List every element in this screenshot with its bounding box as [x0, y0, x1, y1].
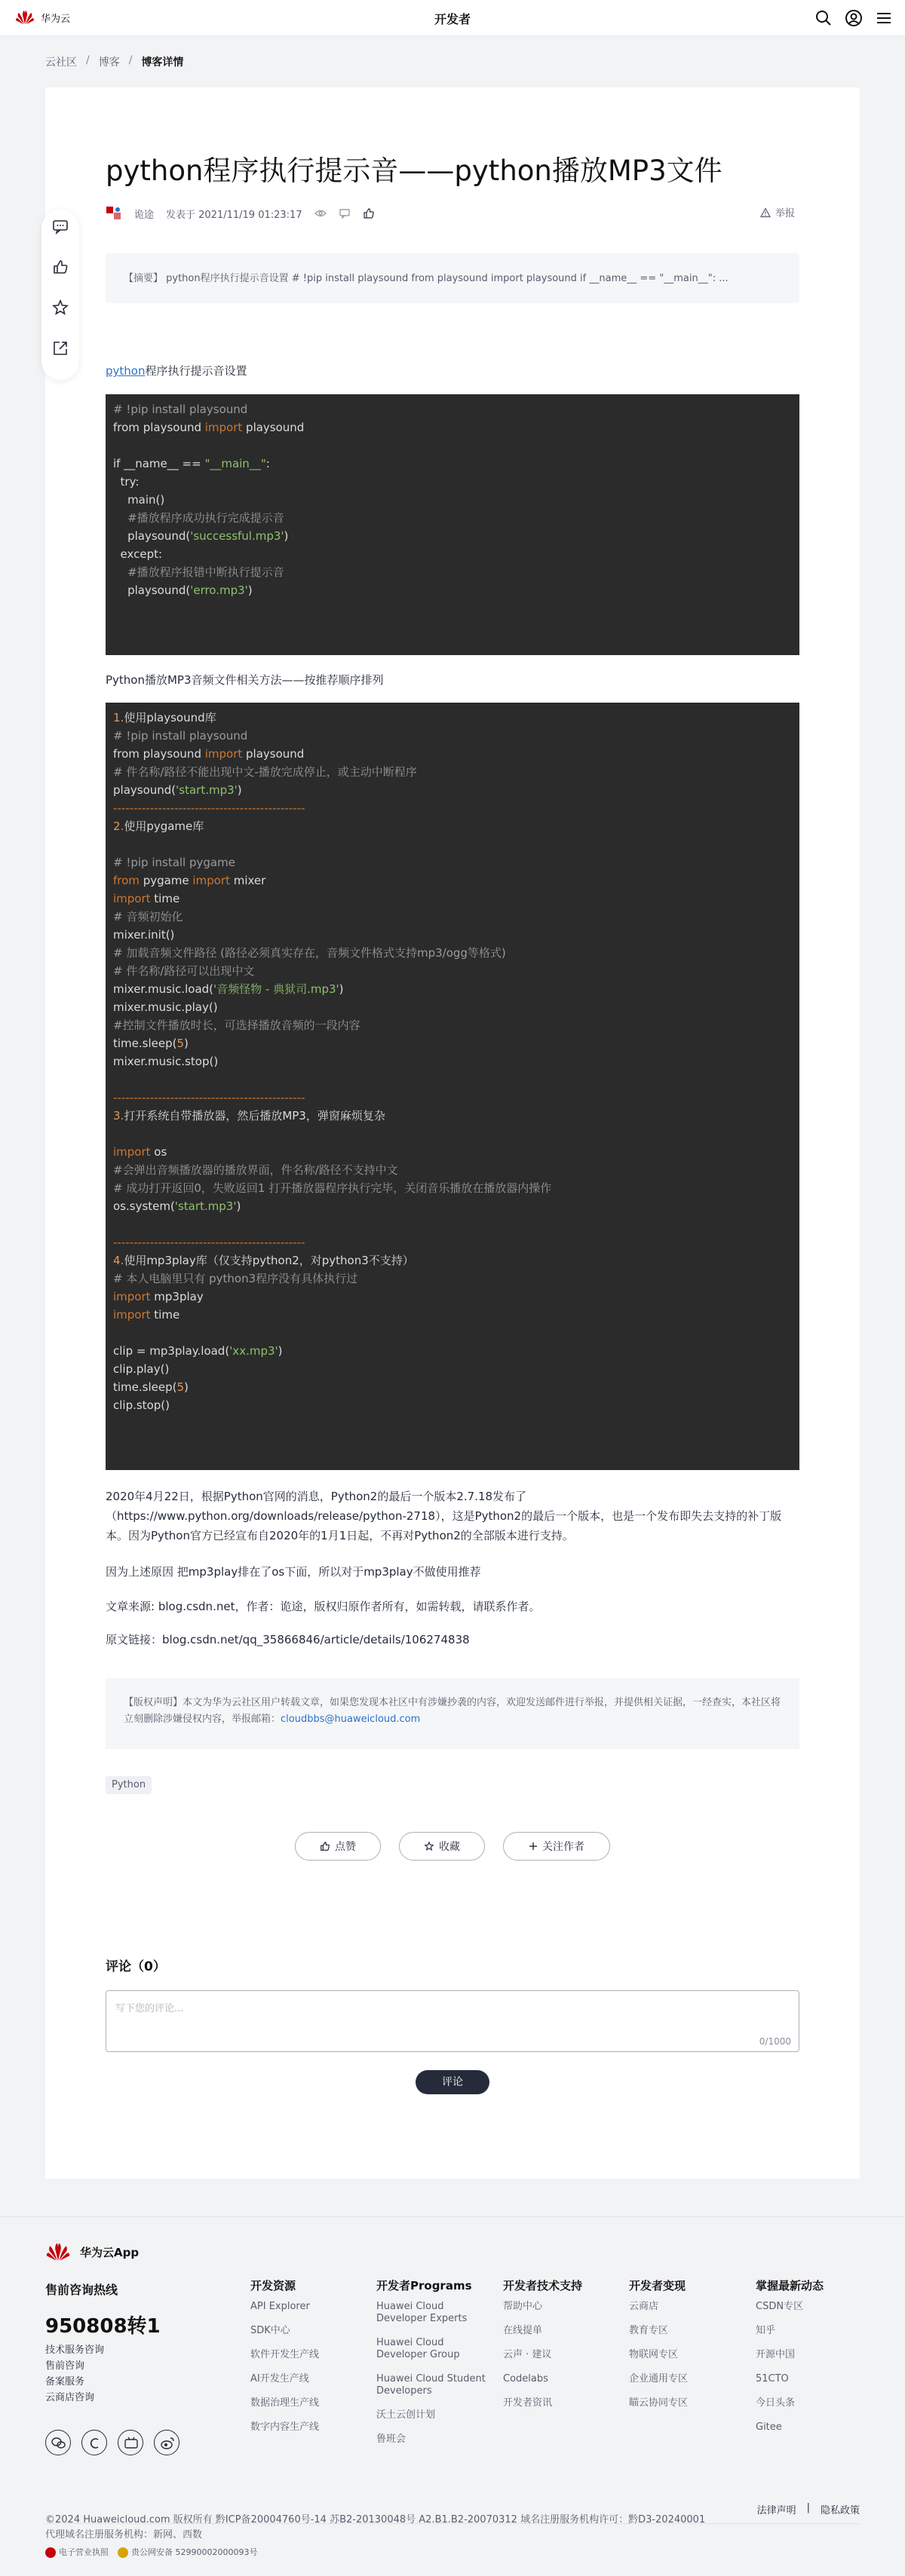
- plus-icon: [529, 1842, 538, 1851]
- python2-note-paragraph: 2020年4月22日，根据Python官网的消息，Python2的最后一个版本2.7.18发布了（https://www.python.org/downloads/release/python-2718），这是Python2的最后一个版本，也是一个发布即失去支持的补丁版本。因为Python官方已经宣布自2020年的1月1日起，不再对Python2的全部版本进行支持。: [106, 1490, 782, 1542]
- code-line: if __name__ == "__main__":: [113, 457, 270, 470]
- code-line: #播放程序报错中断执行提示音: [113, 565, 284, 579]
- warning-icon: [760, 207, 771, 218]
- footer-column-title: 开发者技术支持: [503, 2279, 583, 2293]
- like-label: 点赞: [335, 1841, 356, 1853]
- comment-placeholder: 写下您的评论...: [115, 2003, 184, 2014]
- star-icon: [424, 1841, 434, 1852]
- code-line: playsound('erro.mp3'): [113, 584, 253, 597]
- comments-heading: 评论（0）: [106, 1959, 166, 1974]
- code-line: import time: [113, 892, 180, 905]
- footer-link[interactable]: 企业通用专区: [629, 2373, 689, 2385]
- source-paragraph: 文章来源: blog.csdn.net，作者：诡途，版权归原作者所有，如需转载，请联系作者。: [106, 1600, 541, 1613]
- code-line: # 成功打开返回0，失败返回1 打开播放器程序执行完毕，关闭音乐播放在播放器内操作: [113, 1181, 552, 1195]
- footer-link[interactable]: 沃土云创计划: [376, 2409, 436, 2421]
- public-security-badge[interactable]: [118, 2546, 257, 2558]
- footer-link[interactable]: 云商店: [629, 2301, 659, 2312]
- report-label: 举报: [775, 208, 796, 219]
- wechat-icon[interactable]: [45, 2430, 71, 2455]
- huawei-cloud-app-link[interactable]: [45, 2241, 139, 2262]
- breadcrumb-community[interactable]: 云社区: [45, 57, 77, 69]
- star-icon[interactable]: [51, 299, 69, 317]
- code-line: 3.打开系统自带播放器，然后播放MP3，弹窗麻烦复杂: [113, 1109, 385, 1123]
- footer-column-title: 开发者Programs: [376, 2279, 472, 2293]
- legal-links: [757, 2502, 860, 2516]
- code-line: playsound('start.mp3'): [113, 783, 242, 797]
- like-count-icon[interactable]: [363, 207, 375, 219]
- share-icon[interactable]: [51, 339, 69, 357]
- original-link-paragraph[interactable]: 原文链接：blog.csdn.net/qq_35866846/article/details/106274838: [106, 1633, 470, 1646]
- python-keyword-link[interactable]: python: [106, 364, 146, 378]
- code-line: [113, 1071, 792, 1089]
- hotline-link[interactable]: 技术服务咨询: [45, 2345, 105, 2356]
- code-line: time.sleep(5): [113, 1037, 189, 1050]
- footer-column-title: 掌握最新动态: [756, 2279, 824, 2293]
- section-heading: Python播放MP3音频文件相关方法——按推荐顺序排列: [106, 673, 384, 687]
- thumbs-up-icon[interactable]: [51, 258, 69, 276]
- bilibili-icon[interactable]: [118, 2430, 143, 2455]
- breadcrumb-separator: /: [128, 54, 133, 66]
- article-actions: [0, 1832, 905, 1861]
- author-avatar[interactable]: [106, 205, 122, 222]
- code-block-2: [106, 703, 799, 1470]
- code-line: # !pip install pygame: [113, 856, 235, 869]
- follow-author-button[interactable]: [503, 1832, 610, 1861]
- view-count-icon: [314, 207, 327, 219]
- code-line: -----------------------------------------------: [113, 1236, 305, 1249]
- code-line: from playsound import playsound: [113, 747, 305, 761]
- favorite-label: 收藏: [439, 1841, 460, 1853]
- footer-link[interactable]: 教育专区: [629, 2325, 669, 2336]
- brand-name: 华为云: [41, 13, 71, 25]
- weibo-icon[interactable]: [154, 2430, 179, 2455]
- code-line: # !pip install playsound: [113, 403, 248, 416]
- code-block-1: [106, 394, 799, 655]
- footer-link[interactable]: AI开发生产线: [250, 2373, 309, 2385]
- code-line: [113, 1125, 792, 1143]
- copyright-text: 【版权声明】本文为华为云社区用户转载文章，如果您发现本社区中有涉嫌抄袭的内容，欢迎发送邮件进行举报，并提供相关证据，一经查实，本社区将立刻删除涉嫌侵权内容，举报邮箱：: [124, 1697, 781, 1725]
- menu-icon[interactable]: [875, 9, 893, 27]
- footer-copyright: [45, 2513, 705, 2543]
- code-line: from pygame import mixer: [113, 874, 266, 887]
- hotline-link[interactable]: 售前咨询: [45, 2360, 85, 2372]
- footer-link[interactable]: SDK中心: [250, 2325, 290, 2336]
- article-title: python程序执行提示音——python播放MP3文件: [106, 155, 722, 187]
- legal-statement-link[interactable]: 法律声明: [756, 2505, 796, 2516]
- article-summary: 【摘要】 python程序执行提示音设置 # !pip install playsound from playsound import playsound if __name__ == "__main__": ...: [106, 253, 799, 303]
- comment-count-icon[interactable]: [339, 207, 351, 219]
- code-line: mixer.music.play(): [113, 1000, 218, 1014]
- report-email-link[interactable]: cloudbbs@huaweicloud.com: [281, 1714, 421, 1725]
- follow-label: 关注作者: [542, 1841, 584, 1853]
- code-line: # 加载音频文件路径 (路径必须真实存在，音频文件格式支持mp3/ogg等格式): [113, 946, 506, 960]
- footer-link[interactable]: 在线提单: [503, 2325, 543, 2336]
- floating-action-bar: [41, 210, 79, 380]
- footer-link[interactable]: 数据治理生产线: [250, 2397, 320, 2409]
- report-button[interactable]: [760, 205, 795, 219]
- code-line: clip.play(): [113, 1362, 170, 1376]
- code-line: from playsound import playsound: [113, 421, 305, 434]
- emblem-icon: [45, 2547, 56, 2558]
- code-line: clip.stop(): [113, 1398, 170, 1412]
- footer-link[interactable]: 物联网专区: [629, 2349, 679, 2360]
- intro-text: 程序执行提示音设置: [145, 364, 247, 378]
- footer-column-news: [756, 2277, 869, 2446]
- footer-link[interactable]: 瞄云协同专区: [629, 2397, 689, 2409]
- code-line: [113, 835, 792, 853]
- author-name[interactable]: 诡途: [134, 209, 155, 221]
- top-navbar: [0, 0, 905, 36]
- registrar-line: 代理域名注册服务机构：新网、西数: [45, 2529, 203, 2541]
- favorite-button[interactable]: [399, 1832, 485, 1861]
- footer-column-programs: [376, 2277, 489, 2458]
- code-line: # 件名称/路径不能出现中文-播放完成停止，或主动中断程序: [113, 765, 417, 779]
- footer-link[interactable]: CSDN专区: [756, 2301, 804, 2312]
- community-icon[interactable]: [81, 2430, 107, 2455]
- code-line: # 本人电脑里只有 python3程序没有具体执行过: [113, 1272, 358, 1285]
- hotline-link[interactable]: 备案服务: [45, 2376, 85, 2388]
- breadcrumb: [45, 54, 183, 69]
- hotline-number: 950808转1: [45, 2315, 161, 2338]
- code-line: # 件名称/路径可以出现中文: [113, 964, 255, 978]
- code-line: main(): [113, 493, 165, 507]
- code-line: time.sleep(5): [113, 1380, 189, 1394]
- copyright-notice: [106, 1678, 799, 1749]
- code-line: 2.使用pygame库: [113, 819, 204, 833]
- footer-link[interactable]: 云声 · 建议: [503, 2349, 552, 2360]
- comment-input[interactable]: [106, 1990, 799, 2052]
- code-line: except:: [113, 547, 163, 561]
- like-button[interactable]: [295, 1832, 381, 1861]
- police-emblem-icon: [118, 2547, 128, 2558]
- breadcrumb-separator: /: [86, 54, 90, 66]
- site-footer: [0, 2216, 905, 2576]
- article-tag[interactable]: Python: [106, 1776, 152, 1794]
- submit-comment-button[interactable]: 评论: [416, 2070, 489, 2094]
- footer-column-title: 开发资源: [250, 2279, 296, 2293]
- comment-char-counter: 0/1000: [759, 2036, 791, 2047]
- comment-icon[interactable]: [51, 217, 69, 235]
- hotline-links: [45, 2342, 104, 2406]
- code-line: os.system('start.mp3'): [113, 1199, 241, 1213]
- code-line: #会弹出音频播放器的播放界面，件名称/路径不支持中文: [113, 1163, 398, 1177]
- code-line: -----------------------------------------------: [113, 801, 305, 815]
- footer-column-support: [503, 2277, 616, 2421]
- code-line: import os: [113, 1145, 167, 1159]
- footer-link[interactable]: 鲁班会: [376, 2434, 406, 2445]
- footer-column-monetize: [629, 2277, 742, 2421]
- recommendation-paragraph: 因为上述原因 把mp3play排在了os下面，所以对于mp3play不做使用推荐: [106, 1565, 481, 1579]
- code-line: import mp3play: [113, 1290, 204, 1303]
- footer-link[interactable]: Huawei Cloud Developer Experts: [376, 2301, 468, 2324]
- badge-label: 电子营业执照: [59, 2547, 109, 2557]
- code-line: import time: [113, 1308, 180, 1322]
- code-line: #播放程序成功执行完成提示音: [113, 511, 284, 525]
- code-line: 1.使用playsound库: [113, 711, 216, 724]
- code-line: try:: [113, 475, 140, 489]
- code-line: #控制文件播放时长，可选择播放音频的一段内容: [113, 1018, 360, 1032]
- license-badges: [45, 2546, 257, 2558]
- huawei-logo-icon: [45, 2241, 71, 2262]
- copyright-line: ©2024 Huaweicloud.com 版权所有 黔ICP备20004760号-14 苏B2-20130048号 A2.B1.B2-20070312 域名注册服务机构许可：黔D3-20240001: [45, 2514, 706, 2525]
- code-line: mixer.init(): [113, 928, 175, 942]
- footer-link[interactable]: 数字内容生产线: [250, 2421, 320, 2433]
- footer-column-title: 开发者变现: [629, 2279, 686, 2293]
- intro-paragraph: [106, 362, 247, 380]
- footer-link[interactable]: 开源中国: [756, 2349, 796, 2360]
- footer-link[interactable]: API Explorer: [250, 2301, 310, 2312]
- footer-link[interactable]: 开发者资讯: [503, 2397, 553, 2409]
- code-line: mixer.music.stop(): [113, 1055, 219, 1068]
- publish-date: 发表于 2021/11/19 01:23:17: [166, 209, 302, 221]
- code-line: -----------------------------------------------: [113, 1091, 305, 1104]
- user-icon[interactable]: [845, 9, 863, 27]
- search-icon[interactable]: [814, 9, 833, 27]
- code-line: mixer.music.load('音频怪物 - 典狱司.mp3'): [113, 982, 344, 996]
- hotline-title: 售前咨询热线: [45, 2283, 118, 2297]
- code-line: # !pip install playsound: [113, 729, 248, 743]
- footer-link[interactable]: 知乎: [756, 2325, 776, 2336]
- hotline-link[interactable]: 云商店咨询: [45, 2392, 95, 2403]
- article-meta: [106, 205, 375, 222]
- footer-column-resources: [250, 2277, 364, 2446]
- page-title: 开发者: [434, 12, 471, 26]
- code-line: playsound('successful.mp3'): [113, 529, 289, 543]
- privacy-policy-link[interactable]: 隐私政策: [820, 2505, 860, 2516]
- social-links: [45, 2430, 179, 2455]
- code-line: 4.使用mp3play库（仅支持python2，对python3不支持）: [113, 1254, 414, 1267]
- footer-link[interactable]: 软件开发生产线: [250, 2349, 320, 2360]
- footer-link[interactable]: Huawei Cloud Student Developers: [376, 2373, 486, 2397]
- legal-separator: |: [806, 2502, 810, 2513]
- footer-link[interactable]: 今日头条: [756, 2397, 796, 2409]
- badge-label: 贵公网安备 52990002000093号: [131, 2547, 258, 2557]
- breadcrumb-current: 博客详情: [141, 57, 184, 69]
- thumbs-up-icon: [320, 1841, 330, 1852]
- code-line: clip = mp3play.load('xx.mp3'): [113, 1344, 283, 1358]
- app-label: 华为云App: [80, 2245, 140, 2259]
- business-license-badge[interactable]: [45, 2546, 109, 2558]
- code-line: [113, 436, 792, 455]
- footer-link[interactable]: 帮助中心: [503, 2301, 543, 2312]
- footer-link[interactable]: 51CTO: [756, 2373, 789, 2385]
- code-line: # 音频初始化: [113, 910, 183, 924]
- code-line: [113, 1215, 792, 1233]
- footer-link[interactable]: Gitee: [756, 2421, 782, 2433]
- code-line: [113, 1324, 792, 1342]
- footer-link[interactable]: Codelabs: [503, 2373, 548, 2385]
- breadcrumb-blog[interactable]: 博客: [98, 57, 120, 69]
- footer-link[interactable]: Huawei Cloud Developer Group: [376, 2337, 460, 2360]
